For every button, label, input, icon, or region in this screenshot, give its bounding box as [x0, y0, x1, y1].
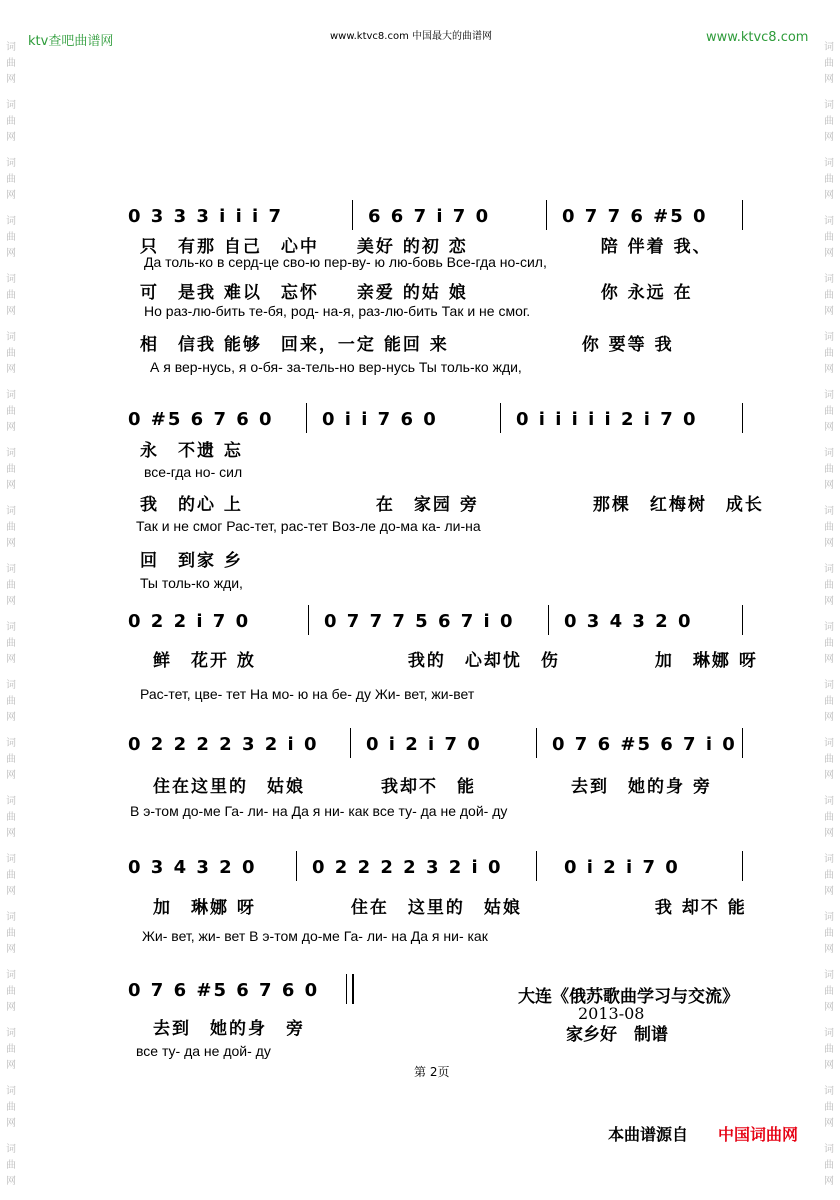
watermark-glyph: 曲: [6, 638, 16, 649]
measure-notes: 0 3 4 3 2 0: [564, 611, 693, 632]
watermark-glyph: 曲: [824, 464, 834, 475]
watermark-glyph: 网: [6, 132, 16, 143]
watermark-glyph: 网: [6, 886, 16, 897]
watermark-glyph: 网: [6, 538, 16, 549]
watermark-glyph: 曲: [6, 1102, 16, 1113]
watermark-glyph: 词: [6, 42, 16, 53]
watermark-glyph: 词: [824, 216, 834, 227]
lyric-zh: 住在这里的 姑娘 我却不 能 去到 她的身 旁: [134, 777, 712, 797]
watermark-glyph: 网: [6, 1002, 16, 1013]
watermark-glyph: 曲: [824, 870, 834, 881]
watermark-glyph: 曲: [824, 580, 834, 591]
watermark-glyph: 词: [824, 448, 834, 459]
bar-line: [296, 851, 297, 881]
watermark-glyph: 曲: [824, 928, 834, 939]
measure-notes: 0 7 7 6 #5 0: [562, 206, 708, 227]
watermark-glyph: 词: [824, 42, 834, 53]
watermark-glyph: 网: [824, 1118, 834, 1129]
watermark-glyph: 网: [6, 422, 16, 433]
watermark-glyph: 网: [824, 886, 834, 897]
watermark-glyph: 曲: [6, 696, 16, 707]
bar-line: [306, 403, 307, 433]
measure-notes: 0 7 7 7 5 6 7 i 0: [324, 611, 515, 632]
watermark-glyph: 曲: [824, 1102, 834, 1113]
measure-notes: 0 i i 7 6 0: [322, 409, 438, 430]
watermark-glyph: 词: [6, 100, 16, 111]
watermark-glyph: 网: [824, 770, 834, 781]
watermark-glyph: 网: [6, 1176, 16, 1187]
lyric-zh: 去到 她的身 旁: [134, 1019, 305, 1039]
watermark-glyph: 网: [824, 190, 834, 201]
watermark-glyph: 网: [824, 74, 834, 85]
watermark-glyph: 网: [6, 828, 16, 839]
bar-line: [350, 728, 351, 758]
watermark-glyph: 词: [6, 1144, 16, 1155]
watermark-glyph: 词: [824, 390, 834, 401]
lyric-zh: 相 信我 能够 回来，一定 能回 来 你 要等 我: [140, 335, 674, 355]
bar-line: [742, 851, 743, 881]
watermark-glyph: 网: [6, 1060, 16, 1071]
lyric-zh: 永 不遗 忘: [140, 441, 243, 461]
watermark-glyph: 词: [824, 738, 834, 749]
measure-notes: 0 i i i i i 2 i 7 0: [516, 409, 698, 430]
watermark-glyph: 词: [6, 216, 16, 227]
watermark-glyph: 曲: [6, 754, 16, 765]
lyric-zh: 我 的心 上 在 家园 旁 那棵 红梅树 成长: [140, 495, 764, 515]
lyric-zh: 可 是我 难以 忘怀 亲爱 的姑 娘 你 永远 在: [140, 283, 693, 303]
watermark-glyph: 网: [824, 538, 834, 549]
measure-notes: 0 2 2 2 2 3 2 i 0: [312, 857, 503, 878]
watermark-glyph: 词: [824, 564, 834, 575]
measure-notes: 0 3 4 3 2 0: [128, 857, 257, 878]
measure-notes: 0 i 2 i 7 0: [564, 857, 680, 878]
measure-notes: 0 3 3 3 i i i 7: [128, 206, 283, 227]
footer-source-label: 本曲谱源自: [608, 1125, 689, 1144]
measure-notes: 0 2 2 2 2 3 2 i 0: [128, 734, 319, 755]
lyric-zh: 鲜 花开 放 我的 心却忧 伤 加 琳娜 呀: [134, 651, 758, 671]
measure-notes: 0 #5 6 7 6 0: [128, 409, 274, 430]
watermark-glyph: 词: [824, 622, 834, 633]
watermark-glyph: 网: [824, 712, 834, 723]
lyric-ru: А я вер-нусь, я о-бя- за-тель-но вер-нусь Ты толь-ко жди,: [150, 359, 522, 375]
bar-line: [536, 851, 537, 881]
watermark-glyph: 网: [6, 74, 16, 85]
watermark-glyph: 网: [824, 1002, 834, 1013]
watermark-glyph: 曲: [6, 348, 16, 359]
watermark-glyph: 曲: [6, 232, 16, 243]
watermark-glyph: 词: [824, 274, 834, 285]
watermark-glyph: 词: [6, 564, 16, 575]
watermark-glyph: 网: [6, 770, 16, 781]
bar-line: [546, 200, 547, 230]
watermark-glyph: 网: [6, 596, 16, 607]
page-number: 第 2页: [414, 1065, 450, 1079]
watermark-glyph: 曲: [6, 290, 16, 301]
watermark-glyph: 词: [824, 100, 834, 111]
right-watermark-strip: [822, 40, 836, 1200]
watermark-glyph: 网: [824, 596, 834, 607]
watermark-glyph: 词: [824, 1144, 834, 1155]
final-bar-line: [352, 974, 354, 1004]
credit-transcriber: 家乡好 制谱: [566, 1025, 668, 1045]
watermark-glyph: 曲: [824, 754, 834, 765]
watermark-glyph: 曲: [824, 58, 834, 69]
watermark-glyph: 曲: [824, 116, 834, 127]
watermark-glyph: 词: [824, 506, 834, 517]
credit-date: 2013-08: [578, 1004, 645, 1023]
watermark-glyph: 词: [824, 680, 834, 691]
watermark-glyph: 曲: [824, 290, 834, 301]
watermark-glyph: 曲: [824, 812, 834, 823]
lyric-ru: В э-том до-ме Га- ли- на Да я ни- как все ту- да не дой- ду: [130, 803, 508, 819]
bar-line: [548, 605, 549, 635]
watermark-glyph: 网: [6, 190, 16, 201]
watermark-glyph: 网: [6, 306, 16, 317]
watermark-glyph: 词: [6, 912, 16, 923]
watermark-glyph: 词: [6, 622, 16, 633]
watermark-glyph: 曲: [6, 928, 16, 939]
watermark-glyph: 词: [824, 1086, 834, 1097]
watermark-glyph: 曲: [6, 580, 16, 591]
lyric-ru: все-гда но- сил: [144, 464, 243, 480]
footer-source-link[interactable]: 中国词曲网: [718, 1125, 799, 1144]
watermark-glyph: 词: [824, 1028, 834, 1039]
watermark-glyph: 网: [824, 480, 834, 491]
watermark-glyph: 网: [824, 654, 834, 665]
watermark-glyph: 网: [824, 1176, 834, 1187]
watermark-glyph: 曲: [6, 58, 16, 69]
header-site-tagline: www.ktvc8.com 中国最大的曲谱网: [330, 31, 493, 42]
watermark-glyph: 网: [824, 1060, 834, 1071]
watermark-glyph: 词: [824, 970, 834, 981]
watermark-glyph: 网: [6, 248, 16, 259]
watermark-glyph: 曲: [824, 1044, 834, 1055]
bar-line: [308, 605, 309, 635]
watermark-glyph: 词: [6, 680, 16, 691]
bar-line: [352, 200, 353, 230]
bar-line: [742, 200, 743, 230]
watermark-glyph: 网: [824, 828, 834, 839]
watermark-glyph: 词: [6, 970, 16, 981]
watermark-glyph: 曲: [6, 522, 16, 533]
measure-notes: 0 i 2 i 7 0: [366, 734, 482, 755]
bar-line: [346, 974, 347, 1004]
watermark-glyph: 词: [6, 796, 16, 807]
watermark-glyph: 曲: [824, 174, 834, 185]
watermark-glyph: 曲: [6, 1044, 16, 1055]
watermark-glyph: 曲: [824, 638, 834, 649]
lyric-ru: все ту- да не дой- ду: [136, 1043, 271, 1059]
left-watermark-strip: [4, 40, 18, 1200]
watermark-glyph: 词: [6, 332, 16, 343]
watermark-glyph: 曲: [824, 406, 834, 417]
watermark-glyph: 词: [6, 854, 16, 865]
watermark-glyph: 词: [6, 506, 16, 517]
watermark-glyph: 网: [6, 480, 16, 491]
watermark-glyph: 词: [824, 854, 834, 865]
watermark-glyph: 词: [6, 158, 16, 169]
measure-notes: 0 2 2 i 7 0: [128, 611, 251, 632]
lyric-zh: 加 琳娜 呀 住在 这里的 姑娘 我 却不 能: [134, 898, 747, 918]
watermark-glyph: 网: [6, 364, 16, 375]
watermark-glyph: 曲: [6, 812, 16, 823]
watermark-glyph: 网: [824, 422, 834, 433]
watermark-glyph: 词: [6, 1028, 16, 1039]
watermark-glyph: 词: [6, 448, 16, 459]
bar-line: [742, 403, 743, 433]
watermark-glyph: 曲: [6, 986, 16, 997]
measure-notes: 0 7 6 #5 6 7 6 0: [128, 980, 320, 1001]
watermark-glyph: 词: [824, 332, 834, 343]
watermark-glyph: 网: [824, 364, 834, 375]
watermark-glyph: 曲: [824, 1160, 834, 1171]
watermark-glyph: 曲: [824, 522, 834, 533]
header-site-url[interactable]: www.ktvc8.com: [706, 30, 809, 45]
watermark-glyph: 曲: [824, 696, 834, 707]
watermark-glyph: 网: [824, 248, 834, 259]
lyric-ru: Ты толь-ко жди,: [140, 575, 243, 591]
watermark-glyph: 曲: [6, 464, 16, 475]
watermark-glyph: 网: [6, 944, 16, 955]
watermark-glyph: 曲: [824, 348, 834, 359]
measure-notes: 6 6 7 i 7 0: [368, 206, 491, 227]
watermark-glyph: 网: [824, 306, 834, 317]
lyric-ru: Да толь-ко в серд-це сво-ю пер-ву- ю лю-бовь Все-гда но-сил,: [144, 254, 547, 270]
bar-line: [500, 403, 501, 433]
watermark-glyph: 曲: [6, 406, 16, 417]
lyric-zh: 回 到家 乡: [140, 551, 243, 571]
watermark-glyph: 词: [6, 274, 16, 285]
lyric-ru: Жи- вет, жи- вет В э-том до-ме Га- ли- на Да я ни- как: [142, 928, 488, 944]
watermark-glyph: 曲: [6, 174, 16, 185]
lyric-ru: Рас-тет, цве- тет На мо- ю на бе- ду Жи- вет, жи-вет: [140, 686, 475, 702]
watermark-glyph: 词: [824, 796, 834, 807]
watermark-glyph: 词: [824, 158, 834, 169]
measure-notes: 0 7 6 #5 6 7 i 0: [552, 734, 737, 755]
bar-line: [536, 728, 537, 758]
watermark-glyph: 曲: [6, 1160, 16, 1171]
watermark-glyph: 网: [824, 944, 834, 955]
lyric-ru: Но раз-лю-бить те-бя, род- на-я, раз-лю-бить Так и не смог.: [144, 303, 531, 319]
credit-source: 大连《俄苏歌曲学习与交流》: [518, 987, 739, 1007]
bar-line: [742, 605, 743, 635]
bar-line: [742, 728, 743, 758]
lyric-ru: Так и не смог Рас-тет, рас-тет Воз-ле до-ма ка- ли-на: [136, 518, 481, 534]
watermark-glyph: 词: [6, 738, 16, 749]
watermark-glyph: 网: [824, 132, 834, 143]
watermark-glyph: 曲: [824, 232, 834, 243]
watermark-glyph: 网: [6, 654, 16, 665]
watermark-glyph: 网: [6, 1118, 16, 1129]
header-site-name[interactable]: ktv查吧曲谱网: [28, 34, 114, 49]
watermark-glyph: 网: [6, 712, 16, 723]
watermark-glyph: 曲: [824, 986, 834, 997]
watermark-glyph: 曲: [6, 116, 16, 127]
lyric-zh: 只 有那 自己 心中 美好 的初 恋 陪 伴着 我、: [140, 237, 712, 257]
watermark-glyph: 词: [824, 912, 834, 923]
watermark-glyph: 曲: [6, 870, 16, 881]
watermark-glyph: 词: [6, 1086, 16, 1097]
watermark-glyph: 词: [6, 390, 16, 401]
